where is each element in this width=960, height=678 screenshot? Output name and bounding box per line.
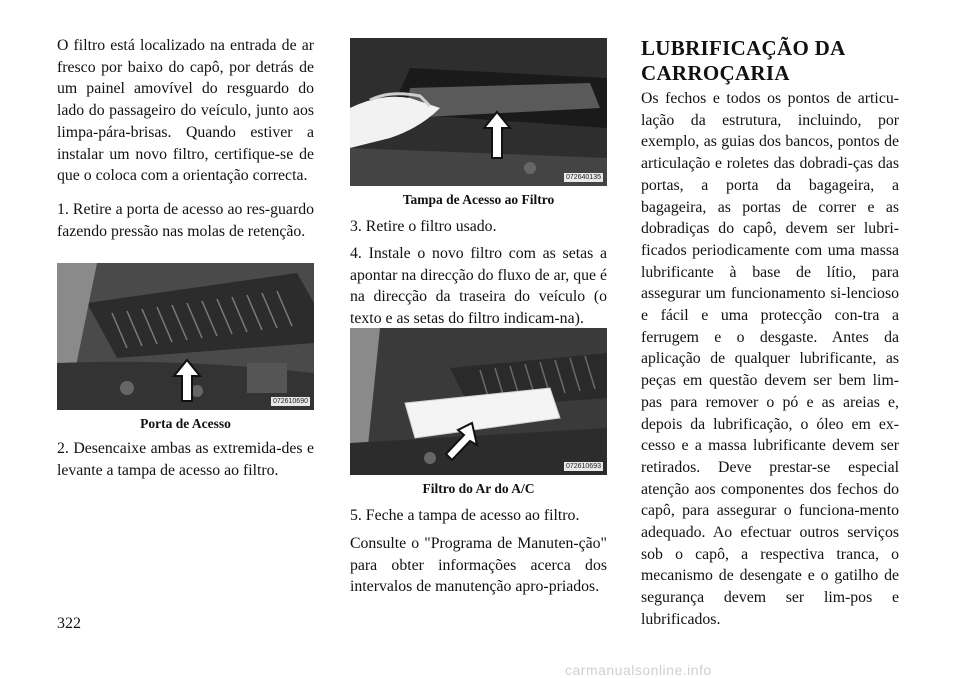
paragraph-body-lubrication: Os fechos e todos os pontos de articu-lação da estrutura, incluindo, por exemplo, as guias dos bancos, pontos de articulação e roletes das dobradi-ças das portas, a porta da bagageira, a bagageira, as portas de correr e as dobradiças do capô, devem ser lubri-ficados periodicamente com uma massa lubrificante à base de lítio, para assegurar um funcionamento si-lencioso e fácil e uma protecção con-tra a ferrugem e o desgaste. Antes da aplicação de qualquer lubrificante, as peças em questão devem ser bem lim-pas para remover o pó e as areias e, depois da lubrificação, o óleo em ex-cesso e a massa lubrificante devem ser retirados. Deve prestar-se especial atenção aos componentes dos fechos do capô, para assegurar o funciona-mento adequado. Ao efectuar outros serviços sob o capô, a respectiva tranca, o mecanismo de desengate e o gatilho de segurança devem ser lim-pos e lubrificados. [641, 90, 899, 628]
watermark: carmanualsonline.info [565, 662, 712, 678]
step-2: 2. Desencaixe ambas as extremida-des e levante a tampa de acesso ao filtro. [57, 440, 314, 479]
figure-access-door [57, 263, 314, 410]
arrow-diagonal-icon [442, 420, 482, 465]
page-number: 322 [57, 615, 81, 632]
figure-code: 072610693 [565, 463, 601, 470]
arrow-up-icon [172, 358, 202, 403]
figure-caption-ac-filter: Filtro do Ar do A/C [422, 481, 535, 496]
figure-caption-access-door: Porta de Acesso [140, 416, 231, 431]
step-5: 5. Feche a tampa de acesso ao filtro. [350, 507, 580, 524]
arrow-up-icon [482, 110, 512, 160]
step-4: 4. Instale o novo filtro com as setas a apontar na direcção do fluxo de ar, que é na direcção da traseira do veículo (o texto e as setas do filtro indicam-na). [350, 245, 607, 328]
step-3: 3. Retire o filtro usado. [350, 218, 497, 235]
paragraph-filter-location: O filtro está localizado na entrada de ar fresco por baixo do capô, por detrás de um painel amovível do resguardo do lado do passageiro do veículo, junto aos limpa-pára-brisas. Quando estiver a instalar um novo filtro, certifique-se de que o coloca com a orientação correcta. [57, 37, 314, 185]
section-heading: LUBRIFICAÇÃO DA CARROÇARIA [641, 36, 845, 85]
figure-code: 072610690 [272, 398, 308, 405]
figure-filter-cover-illustration [350, 38, 607, 186]
paragraph-maintenance-reference: Consulte o "Programa de Manuten-ção" para obter informações acerca dos intervalos de manutenção apro-priados. [350, 535, 607, 596]
figure-ac-air-filter [350, 328, 607, 475]
figure-filter-cover [350, 38, 607, 186]
figure-caption-filter-cover: Tampa de Acesso ao Filtro [402, 192, 555, 207]
figure-code: 072640135 [565, 174, 601, 181]
step-1: 1. Retire a porta de acesso ao res-guardo fazendo pressão nas molas de retenção. [57, 201, 314, 240]
